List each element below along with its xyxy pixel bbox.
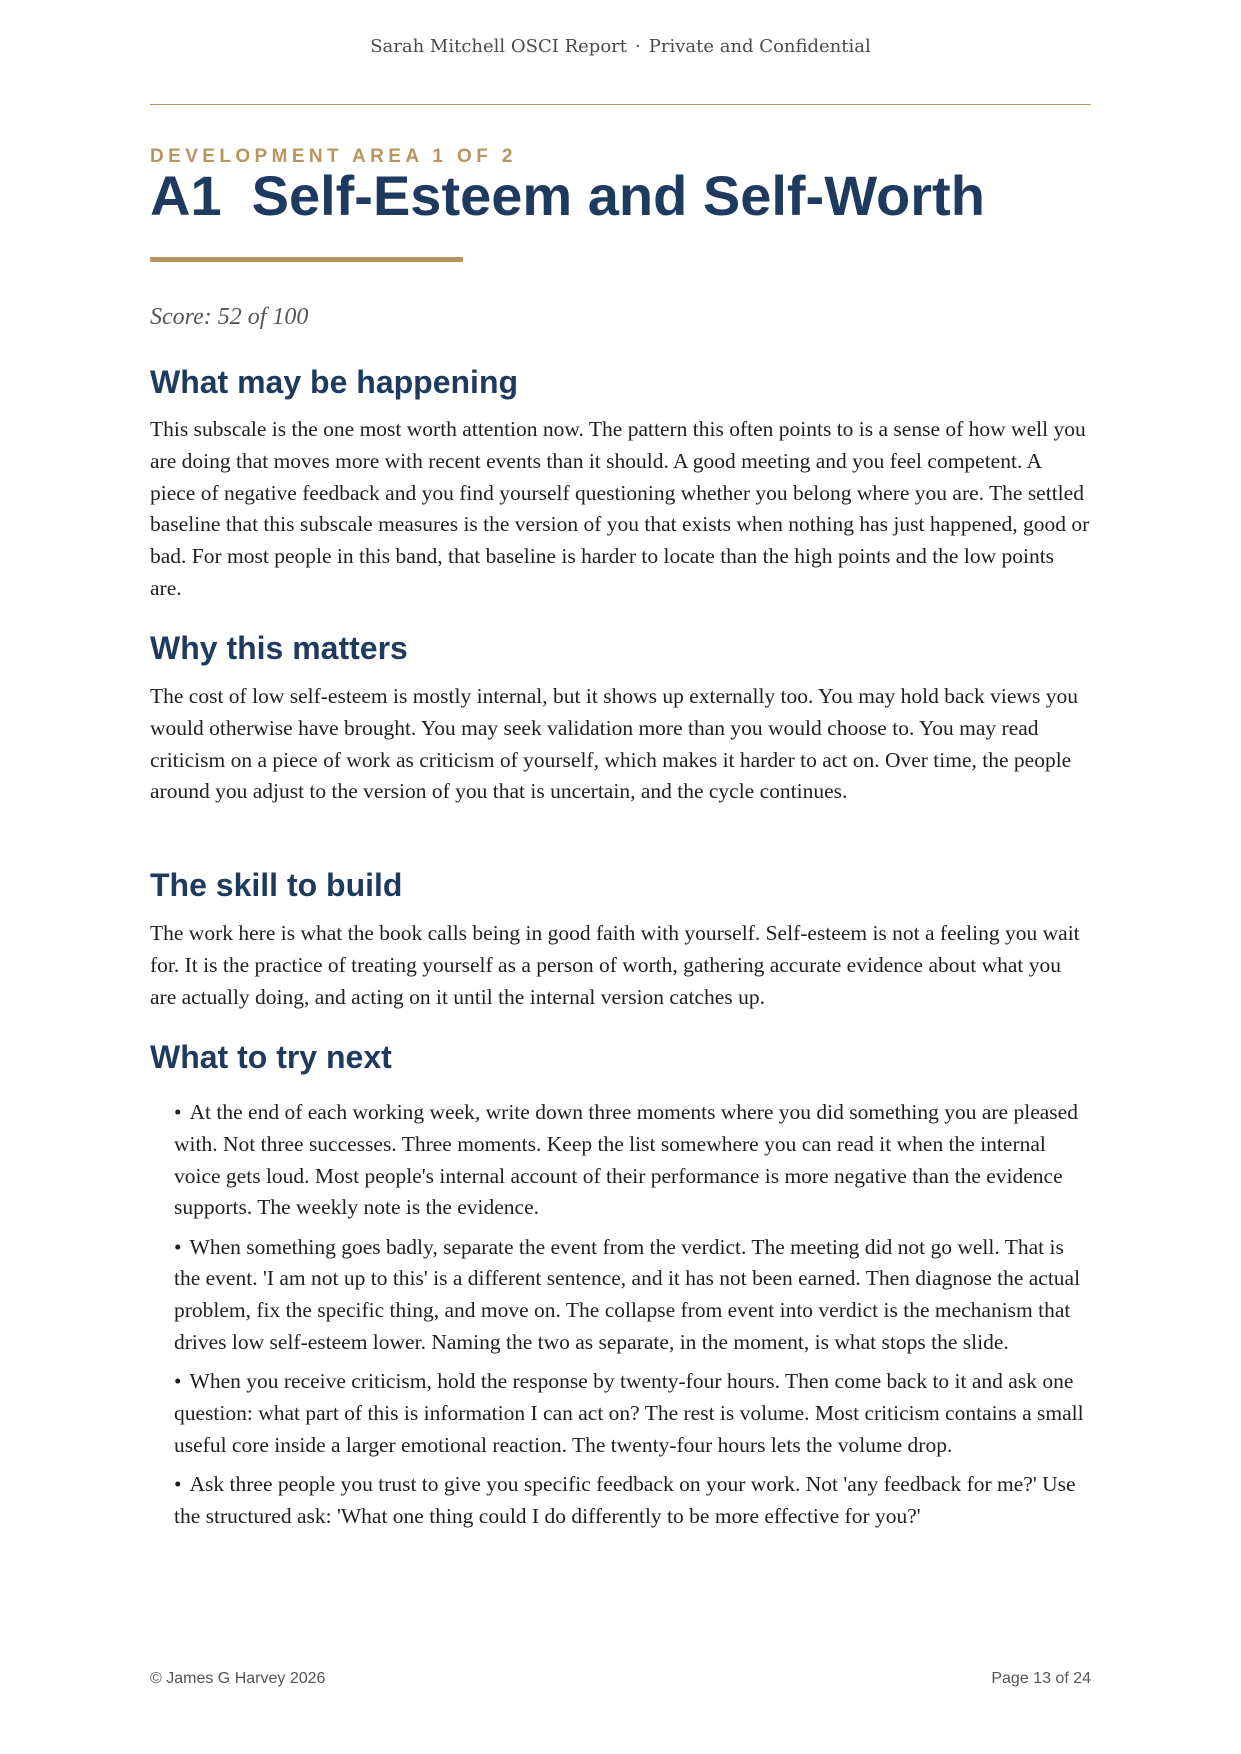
list-item-text: At the end of each working week, write down three moments where you did something you are pleased with. Not three successes. Three moments. Keep the list somewhere you can read it when the internal voice gets loud. Most people's internal account of their performance is more negative than the evidence supports. The weekly note is the evidence.	[174, 1100, 1078, 1220]
footer-page-number: Page 13 of 24	[991, 1670, 1091, 1687]
bullet-icon: •	[174, 1369, 182, 1394]
bullet-icon: •	[174, 1234, 182, 1259]
heading-why-this-matters: Why this matters	[150, 630, 408, 666]
section-eyebrow: DEVELOPMENT AREA 1 OF 2	[150, 146, 517, 167]
list-item	[174, 1366, 1094, 1461]
bullet-icon: •	[174, 1472, 182, 1497]
header-separator: ·	[635, 36, 641, 57]
heading-the-skill-to-build: The skill to build	[150, 867, 403, 903]
report-title: Sarah Mitchell OSCI Report	[370, 36, 628, 57]
bullet-icon: •	[174, 1100, 182, 1124]
title-underline	[150, 257, 463, 262]
section-title: Self-Esteem and Self-Worth	[251, 164, 985, 227]
paragraph-the-skill-to-build: The work here is what the book calls being in good faith with yourself. Self-esteem is not a feeling you wait for. It is the practice of treating yourself as a person of worth, gathering accurate evidence about what you are actually doing, and acting on it until the internal version catches up.	[150, 921, 1080, 1009]
list-item-text: Ask three people you trust to give you specific feedback on your work. Not 'any feedback for me?' Use the structured ask: 'What one thing could I do differently to be more effective for you?'	[174, 1472, 1076, 1529]
footer-copyright: © James G Harvey 2026	[150, 1670, 326, 1687]
paragraph-what-may-be-happening: This subscale is the one most worth attention now. The pattern this often points to is a sense of how well you are doing that moves more with recent events than it should. A good meeting and you feel competent. A piece of negative feedback and you find yourself questioning whether you belong where you are. The settled baseline that this subscale measures is the version of you that exists when nothing has just happened, good or bad. For most people in this band, that baseline is harder to locate than the high points and the low points are.	[150, 417, 1090, 600]
list-item	[174, 1232, 1094, 1359]
score-label: Score: 52 of 100	[150, 304, 309, 330]
confidentiality-label: Private and Confidential	[648, 36, 871, 57]
running-header	[0, 36, 1241, 57]
list-item	[174, 1097, 1094, 1224]
header-divider	[150, 104, 1091, 105]
section-code: A1	[150, 164, 222, 227]
paragraph-why-this-matters: The cost of low self-esteem is mostly internal, but it shows up externally too. You may hold back views you would otherwise have brought. You may seek validation more than you would choose to. You may read criticism on a piece of work as criticism of yourself, which makes it harder to act on. Over time, the people around you adjust to the version of you that is uncertain, and the cycle continues.	[150, 684, 1078, 804]
list-item-text: When you receive criticism, hold the response by twenty-four hours. Then come back to it and ask one question: what part of this is information I can act on? The rest is volume. Most criticism contains a small useful core inside a larger emotional reaction. The twenty-four hours lets the volume drop.	[174, 1369, 1084, 1457]
heading-what-may-be-happening: What may be happening	[150, 364, 519, 400]
list-item	[174, 1469, 1094, 1533]
heading-what-to-try-next: What to try next	[150, 1039, 392, 1075]
page-title	[150, 162, 985, 230]
action-list	[174, 1097, 1094, 1540]
list-item-text: When something goes badly, separate the event from the verdict. The meeting did not go well. That is the event. 'I am not up to this' is a different sentence, and it has not been earned. Then diagnose the actual problem, fix the specific thing, and move on. The collapse from event into verdict is the mechanism that drives low self-esteem lower. Naming the two as separate, in the moment, is what stops the slide.	[174, 1234, 1081, 1355]
